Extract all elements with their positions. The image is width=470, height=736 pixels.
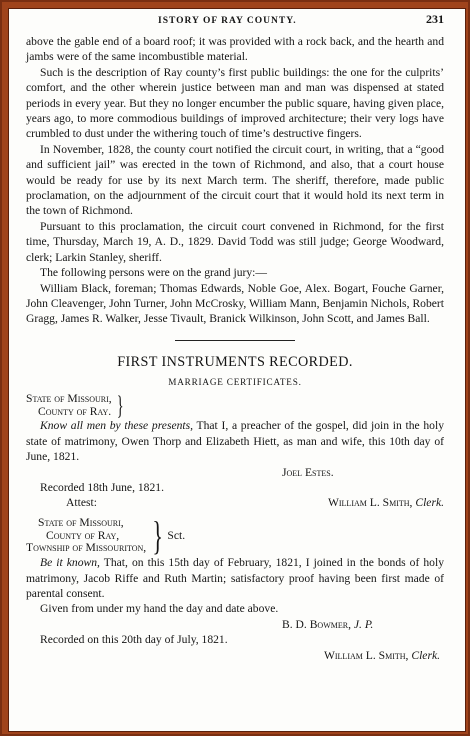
cert1-text (26, 418, 444, 464)
section-title: FIRST INSTRUMENTS RECORDED. (117, 353, 353, 370)
page-number: 231 (426, 12, 444, 26)
cert2-recorded: Recorded on this 20th day of July, 1821. (40, 633, 228, 647)
cert2-signer: B. D. Bowmer, (282, 617, 351, 631)
book-page (26, 10, 444, 720)
cert1-clerk-title: Clerk. (415, 496, 444, 510)
cert1-attest: Attest: (66, 496, 97, 510)
cert1-body: That I, a preacher of the gospel, did join in the holy state of matrimony, Owen Thorp and Elizabeth Hiett, as man and wife, this 10th day of June, 1821. (26, 419, 444, 464)
cert2-signer-title: J. P. (353, 617, 374, 631)
cert2-clerk: William L. Smith, (323, 648, 409, 662)
brace-glyph: } (116, 390, 124, 420)
cert2-clerk-line (26, 648, 444, 663)
paragraph-grand-jury-list: William Black, foreman; Thomas Edwards, Noble Goe, Alex. Bogart, Fouche Garner, John Cleavenger, John Turner, John McCrosky, William Mann, Benjamin Nichols, Robert Gragg, James R. Walker, Jesse Tivault, Branick Wilkinson, John Scott, and James Ball. (26, 281, 444, 326)
cert2-signer-line (26, 617, 444, 632)
cert1-county: County of Ray. (38, 404, 112, 418)
cert2-text (26, 555, 444, 601)
cert2-venue (26, 512, 444, 558)
cert2-clerk-title: Clerk. (411, 648, 440, 662)
paragraph-november-1828: In November, 1828, the county court notified the circuit court, in writing, that a “good and sufficient jail” was erected in the town of Richmond, and also, that a court house would be ready for use by its next March term. The sheriff, therefore, made public proclamation, on the adjournment of the circuit court that it would hold its next term in the town of Richmond. (26, 142, 444, 218)
running-header (26, 10, 444, 28)
cert2-be-it: Be it known, (40, 556, 100, 570)
section-divider (175, 340, 295, 341)
cert1-clerk-line (328, 495, 444, 510)
cert2-county: County of Ray, (46, 528, 120, 542)
cert2-given: Given from under my hand the day and date above. (40, 602, 279, 616)
paragraph-proclamation: Pursuant to this proclamation, the circuit court convened in Richmond, for the first time, Thursday, March 19, A. D., 1829. David Todd was still judge; George Woodward, clerk; Larkin Stanley, sheriff. (26, 219, 444, 264)
cert1-clerk: William L. Smith, (327, 496, 413, 510)
cert1-attest-row (26, 495, 444, 510)
cert1-know-all: Know all men by these presents, (40, 419, 194, 433)
cert1-signer: Joel Estes. (282, 465, 334, 479)
cert2-sct: Sct. (167, 529, 186, 543)
cert1-recorded: Recorded 18th June, 1821. (40, 480, 164, 494)
section-subtitle: MARRIAGE CERTIFICATES. (168, 376, 302, 387)
cert2-state: State of Missouri, (38, 515, 124, 529)
paragraph-public-buildings: Such is the description of Ray county’s first public buildings: the one for the culprits’ comfort, and the other wherein justice between man and man was dispensed at stated periods in every year. But they no longer encumber the public square, having given place, years ago, to more commodious buildings of improved architecture; their very logs have crumbled to dust under the withering touch of time’s destructive fingers. (26, 65, 444, 141)
running-title: ISTORY OF RAY COUNTY. (158, 16, 297, 26)
brace-glyph: } (152, 512, 164, 558)
cert2-body: That, on this 15th day of February, 1821, I joined in the bonds of holy matrimony, Jacob Riffe and Ruth Martin; satisfactory proof having been first made of parental consent. (26, 556, 444, 600)
cert1-venue (26, 390, 444, 420)
cert2-township: Township of Missouriton, (26, 541, 147, 555)
paragraph-continuation: above the gable end of a board roof; it was provided with a rock back, and the hearth and jambs were of the same incombustible material. (26, 35, 444, 64)
page-body (26, 34, 444, 663)
paragraph-grand-jury-intro: The following persons were on the grand jury:— (40, 266, 267, 280)
cert1-state: State of Missouri, (26, 391, 112, 405)
